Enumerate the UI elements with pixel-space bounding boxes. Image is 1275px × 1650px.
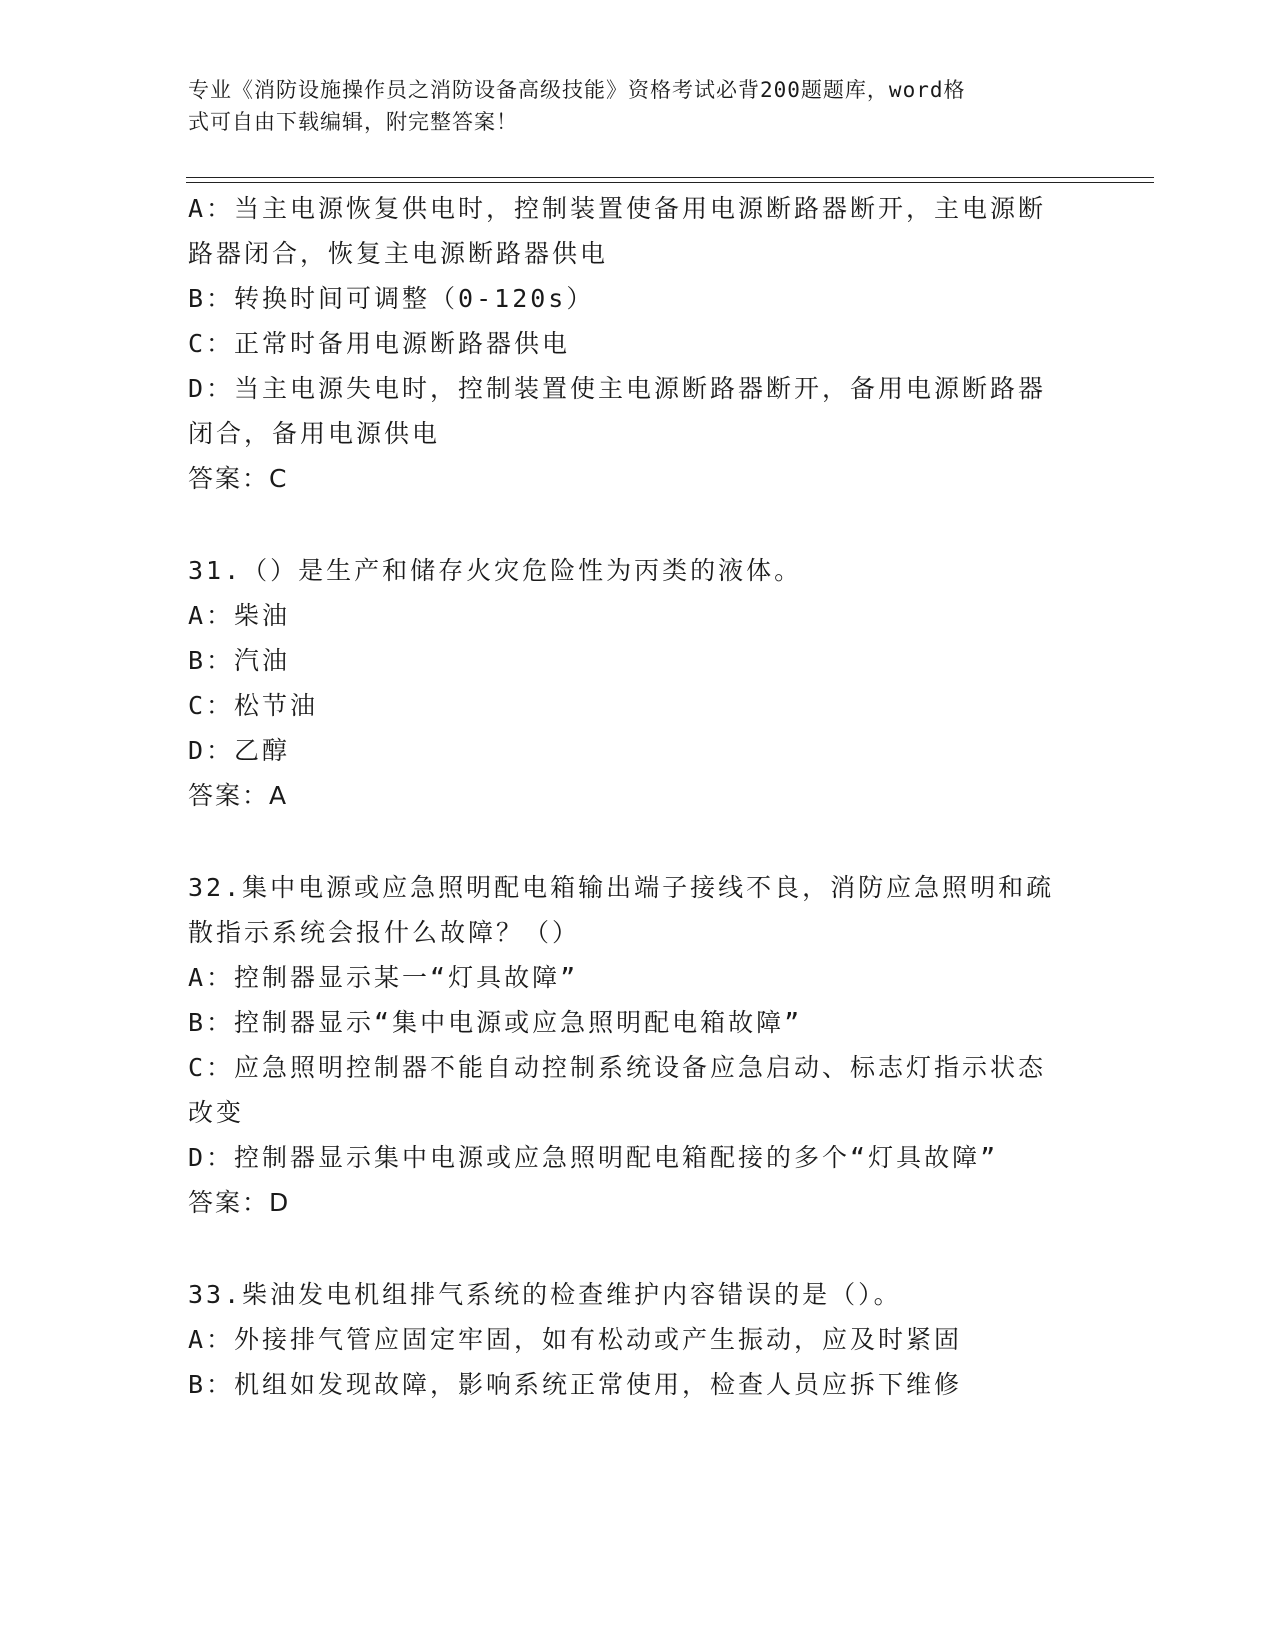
question-31-block (188, 548, 1078, 818)
q30-option-d-line2: 闭合，备用电源供电 (188, 419, 441, 448)
q32-option-c-line1: C：应急照明控制器不能自动控制系统设备应急启动、标志灯指示状态 (188, 1053, 1047, 1082)
header-line-1: 专业《消防设施操作员之消防设备高级技能》资格考试必背200题题库，word格 (188, 78, 966, 102)
q30-option-a-line2: 路器闭合，恢复主电源断路器供电 (188, 239, 609, 268)
q31-option-b: B：汽油 (188, 646, 291, 675)
q32-stem-line1: 32.集中电源或应急照明配电箱输出端子接线不良，消防应急照明和疏 (188, 873, 1055, 902)
header-rule-bottom (186, 182, 1154, 183)
q32-option-a: A：控制器显示某一“灯具故障” (188, 963, 579, 992)
q33-option-b: B：机组如发现故障，影响系统正常使用，检查人员应拆下维修 (188, 1370, 963, 1399)
question-32-block (188, 865, 1078, 1225)
q32-option-d: D：控制器显示集中电源或应急照明配电箱配接的多个“灯具故障” (188, 1143, 999, 1172)
q31-answer: 答案：A (188, 781, 289, 810)
q32-answer: 答案：D (188, 1188, 291, 1217)
q31-option-c: C：松节油 (188, 691, 319, 720)
q30-option-c: C：正常时备用电源断路器供电 (188, 329, 571, 358)
q31-option-d: D：乙醇 (188, 736, 291, 765)
header-rule-top (186, 177, 1154, 178)
q30-option-b: B：转换时间可调整（0-120s） (188, 284, 595, 313)
q32-option-b: B：控制器显示“集中电源或应急照明配电箱故障” (188, 1008, 803, 1037)
header-line-2: 式可自由下载编辑，附完整答案！ (188, 110, 518, 134)
q31-option-a: A：柴油 (188, 601, 291, 630)
q30-option-a-line1: A：当主电源恢复供电时，控制装置使备用电源断路器断开，主电源断 (188, 194, 1047, 223)
q30-option-d-line1: D：当主电源失电时，控制装置使主电源断路器断开，备用电源断路器 (188, 374, 1047, 403)
q32-stem-line2: 散指示系统会报什么故障？（） (188, 918, 581, 947)
document-header (188, 74, 1068, 138)
question-content (188, 186, 1078, 1407)
question-30-block (188, 186, 1078, 501)
q32-option-c-line2: 改变 (188, 1098, 245, 1127)
q33-stem: 33.柴油发电机组排气系统的检查维护内容错误的是（）。 (188, 1280, 902, 1309)
question-33-block (188, 1272, 1078, 1407)
q30-answer: 答案：C (188, 464, 289, 493)
q31-stem: 31.（）是生产和储存火灾危险性为丙类的液体。 (188, 556, 803, 585)
q33-option-a: A：外接排气管应固定牢固，如有松动或产生振动，应及时紧固 (188, 1325, 963, 1354)
